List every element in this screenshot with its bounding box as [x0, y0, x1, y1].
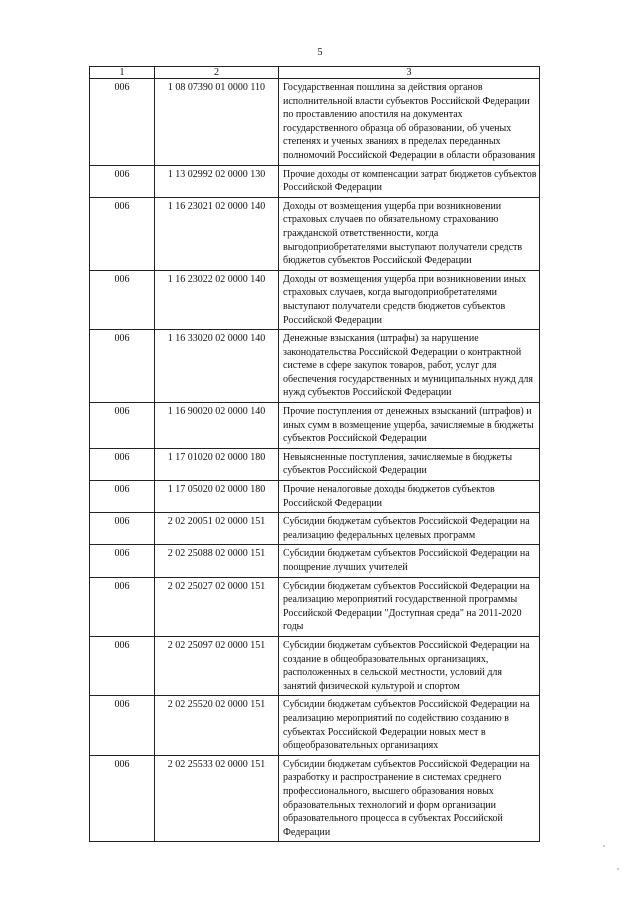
revenue-name-cell: Субсидии бюджетам субъектов Российской Федерации на реализацию мероприятий по содействию созданию в субъектах Российской Федерации новых мест в общеобразовательных организациях	[279, 696, 540, 755]
table-row	[90, 403, 540, 449]
revenue-name-cell: Прочие неналоговые доходы бюджетов субъектов Российской Федерации	[279, 481, 540, 513]
admin-code-cell: 006	[90, 636, 155, 695]
table-row	[90, 513, 540, 545]
revenue-name-cell: Невыясненные поступления, зачисляемые в бюджеты субъектов Российской Федерации	[279, 448, 540, 480]
admin-code-cell: 006	[90, 270, 155, 329]
revenue-name-cell: Субсидии бюджетам субъектов Российской Федерации на разработку и распространение в системах среднего профессионального, высшего образования новых образовательных технологий и форм организации образовательного процесса в субъектах Российской Федерации	[279, 755, 540, 842]
revenue-name-cell: Субсидии бюджетам субъектов Российской Федерации на поощрение лучших учителей	[279, 545, 540, 577]
page-number: 5	[317, 47, 323, 58]
revenue-code-cell: 1 16 23021 02 0000 140	[155, 197, 279, 270]
table-row	[90, 197, 540, 270]
table-row	[90, 448, 540, 480]
revenue-code-cell: 2 02 25533 02 0000 151	[155, 755, 279, 842]
table-row	[90, 696, 540, 755]
revenue-code-cell: 1 17 01020 02 0000 180	[155, 448, 279, 480]
scan-speck	[603, 845, 605, 847]
column-header-3: 3	[279, 67, 540, 79]
revenue-name-cell: Прочие поступления от денежных взысканий (штрафов) и иных сумм в возмещение ущерба, зачисляемые в бюджеты субъектов Российской Федерации	[279, 403, 540, 449]
revenue-name-cell: Субсидии бюджетам субъектов Российской Федерации на реализацию федеральных целевых программ	[279, 513, 540, 545]
revenue-codes-table	[89, 66, 540, 842]
admin-code-cell: 006	[90, 755, 155, 842]
table-row	[90, 481, 540, 513]
table-row	[90, 330, 540, 403]
admin-code-cell: 006	[90, 165, 155, 197]
column-header-1: 1	[90, 67, 155, 79]
revenue-code-cell: 1 16 23022 02 0000 140	[155, 270, 279, 329]
revenue-code-cell: 2 02 25097 02 0000 151	[155, 636, 279, 695]
admin-code-cell: 006	[90, 545, 155, 577]
table-row	[90, 270, 540, 329]
table-row	[90, 165, 540, 197]
table-row	[90, 636, 540, 695]
admin-code-cell: 006	[90, 197, 155, 270]
scan-speck	[617, 868, 619, 870]
revenue-name-cell: Государственная пошлина за действия органов исполнительной власти субъектов Российской Федерации по проставлению апостиля на документах государственного образца об образовании, об ученых степенях и ученых званиях в пределах переданных полномочий Российской Федерации в области образования	[279, 79, 540, 166]
revenue-code-cell: 1 17 05020 02 0000 180	[155, 481, 279, 513]
revenue-name-cell: Прочие доходы от компенсации затрат бюджетов субъектов Российской Федерации	[279, 165, 540, 197]
table-row	[90, 577, 540, 636]
admin-code-cell: 006	[90, 79, 155, 166]
revenue-code-cell: 2 02 25027 02 0000 151	[155, 577, 279, 636]
table-header-row	[90, 67, 540, 79]
admin-code-cell: 006	[90, 577, 155, 636]
revenue-code-cell: 1 16 90020 02 0000 140	[155, 403, 279, 449]
revenue-code-cell: 1 08 07390 01 0000 110	[155, 79, 279, 166]
table-row	[90, 755, 540, 842]
revenue-code-cell: 1 16 33020 02 0000 140	[155, 330, 279, 403]
revenue-name-cell: Денежные взыскания (штрафы) за нарушение законодательства Российской Федерации о контрактной системе в сфере закупок товаров, работ, услуг для обеспечения государственных и муниципальных нужд для нужд субъектов Российской Федерации	[279, 330, 540, 403]
revenue-code-cell: 2 02 20051 02 0000 151	[155, 513, 279, 545]
revenue-name-cell: Субсидии бюджетам субъектов Российской Федерации на реализацию мероприятий государственной программы Российской Федерации "Доступная среда" на 2011-2020 годы	[279, 577, 540, 636]
admin-code-cell: 006	[90, 330, 155, 403]
column-header-2: 2	[155, 67, 279, 79]
admin-code-cell: 006	[90, 696, 155, 755]
revenue-name-cell: Субсидии бюджетам субъектов Российской Федерации на создание в общеобразовательных организациях, расположенных в сельской местности, условий для занятий физической культурой и спортом	[279, 636, 540, 695]
revenue-name-cell: Доходы от возмещения ущерба при возникновении страховых случаев по обязательному страхованию гражданской ответственности, когда выгодоприобретателями выступают получатели средств бюджетов субъектов Российской Федерации	[279, 197, 540, 270]
table-row	[90, 545, 540, 577]
revenue-code-cell: 2 02 25088 02 0000 151	[155, 545, 279, 577]
revenue-name-cell: Доходы от возмещения ущерба при возникновении иных страховых случаев, когда выгодоприобретателями выступают получатели средств бюджетов субъектов Российской Федерации	[279, 270, 540, 329]
admin-code-cell: 006	[90, 481, 155, 513]
admin-code-cell: 006	[90, 403, 155, 449]
admin-code-cell: 006	[90, 513, 155, 545]
table-row	[90, 79, 540, 166]
admin-code-cell: 006	[90, 448, 155, 480]
revenue-code-cell: 2 02 25520 02 0000 151	[155, 696, 279, 755]
revenue-code-cell: 1 13 02992 02 0000 130	[155, 165, 279, 197]
